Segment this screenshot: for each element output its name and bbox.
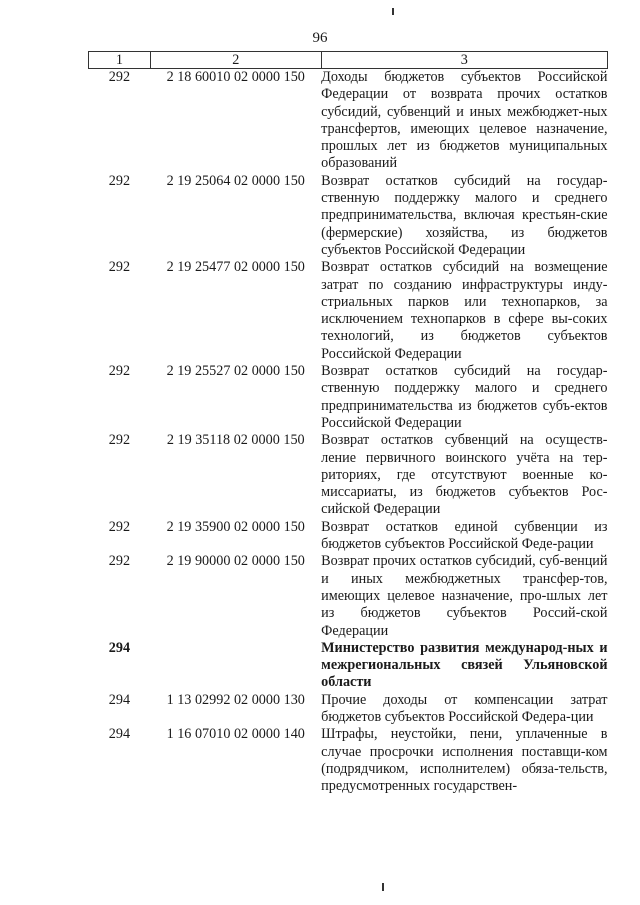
code-cell: 292 xyxy=(108,363,131,380)
kbk-cell: 2 19 35118 02 0000 150 xyxy=(166,432,305,449)
table-row xyxy=(89,173,608,259)
scan-mark-top xyxy=(392,8,394,15)
table-row xyxy=(89,692,608,727)
code-cell: 292 xyxy=(108,432,131,449)
table-header-row xyxy=(89,52,608,69)
kbk-cell: 2 19 25527 02 0000 150 xyxy=(166,363,305,380)
description-cell: Возврат остатков субсидий на государ-ственную поддержку малого и среднего предпринимательства из бюджетов субъ-ектов Российской Федерации xyxy=(321,363,608,431)
description-cell: Прочие доходы от компенсации затрат бюджетов субъектов Российской Федера-ции xyxy=(321,691,608,725)
table-row xyxy=(89,726,608,795)
kbk-cell: 1 16 07010 02 0000 140 xyxy=(166,726,305,743)
description-cell: Доходы бюджетов субъектов Российской Федерации от возврата прочих остатков субсидий, субвенций и иных межбюджет-ных трансфертов, имеющих целевое назначение, прошлых лет из бюджетов муниципальных образований xyxy=(321,69,608,172)
code-cell: 292 xyxy=(108,259,131,276)
description-cell: Возврат остатков единой субвенции из бюджетов субъектов Российской Феде-рации xyxy=(321,518,608,553)
kbk-cell: 2 19 25064 02 0000 150 xyxy=(166,172,305,189)
kbk-cell: 2 19 25477 02 0000 150 xyxy=(166,259,305,276)
table-row xyxy=(89,69,608,173)
table-row xyxy=(89,259,608,363)
description-cell: Министерство развития международ-ных и межрегиональных связей Ульяновской области xyxy=(321,639,608,691)
code-cell: 294 xyxy=(108,691,131,708)
code-cell: 292 xyxy=(108,553,131,570)
column-header-1: 1 xyxy=(89,52,151,69)
code-cell: 292 xyxy=(108,518,131,535)
table-row xyxy=(89,553,608,639)
kbk-cell: 2 18 60010 02 0000 150 xyxy=(166,69,305,85)
code-cell: 294 xyxy=(108,639,131,656)
column-header-2: 2 xyxy=(150,52,321,69)
table-row xyxy=(89,363,608,432)
description-cell: Штрафы, неустойки, пени, уплаченные в случае просрочки исполнения поставщи-ком (подрядчиком, исполнителем) обяза-тельств, предусмотренных государствен- xyxy=(321,726,608,795)
table-row xyxy=(89,519,608,554)
table-body xyxy=(89,69,608,796)
description-cell: Возврат остатков субсидий на государ-ственную поддержку малого и среднего предпринимательства, включая крестьян-ские (фермерские) хозяйства, из бюджетов субъектов Российской Федерации xyxy=(321,172,608,258)
table-row-section xyxy=(89,640,608,692)
revenue-codes-table xyxy=(88,51,608,795)
page-number: 96 xyxy=(312,30,328,46)
description-cell: Возврат остатков субвенций на осуществ-ление первичного воинского учёта на тер-риториях, где отсутствуют военные ко-миссариаты, из бюджетов субъектов Рос-сийской Федерации xyxy=(321,432,608,518)
code-cell: 292 xyxy=(108,69,131,85)
code-cell: 294 xyxy=(108,726,131,743)
code-cell: 292 xyxy=(108,172,131,189)
scan-mark-bottom xyxy=(382,883,384,891)
kbk-cell: 1 13 02992 02 0000 130 xyxy=(166,691,305,708)
kbk-cell: 2 19 90000 02 0000 150 xyxy=(166,553,305,570)
kbk-cell: 2 19 35900 02 0000 150 xyxy=(166,518,305,535)
column-header-3: 3 xyxy=(321,52,607,69)
table-row xyxy=(89,432,608,518)
description-cell: Возврат остатков субсидий на возмещение затрат по созданию инфраструктуры инду-стриальных парков или технопарков, за исключением технопарков в сфере вы-соких технологий, из бюджетов субъектов Российской Федерации xyxy=(321,259,608,362)
description-cell: Возврат прочих остатков субсидий, суб-венций и иных межбюджетных трансфер-тов, имеющих целевое назначение, про-шлых лет из бюджетов субъектов Россий-ской Федерации xyxy=(321,553,608,639)
kbk-cell xyxy=(150,640,321,692)
